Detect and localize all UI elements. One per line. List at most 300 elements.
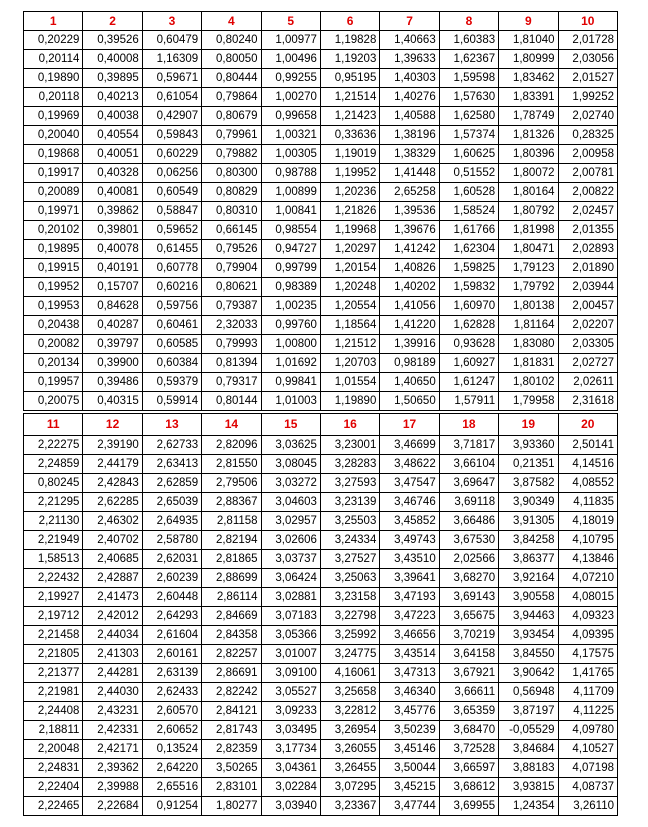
table-cell: 1,41448 [380, 164, 439, 183]
table-cell: 4,07210 [558, 569, 617, 588]
table-cell: 3,93815 [499, 778, 558, 797]
table-cell: 2,79506 [202, 474, 261, 493]
table-cell: 1,21514 [320, 88, 379, 107]
table-cell: 2,21377 [24, 664, 83, 683]
table-cell: 2,24408 [24, 702, 83, 721]
table-cell: 0,19890 [24, 69, 83, 88]
table-cell: 3,23367 [320, 797, 379, 816]
table-cell: 3,90558 [499, 588, 558, 607]
table-cell: 0,60778 [142, 259, 201, 278]
table-cell: 2,44034 [83, 626, 142, 645]
table-cell: 1,57374 [439, 126, 498, 145]
table-cell: 4,11709 [558, 683, 617, 702]
table-cell: 3,67530 [439, 531, 498, 550]
table-row [24, 164, 618, 183]
table-cell: 1,40650 [380, 373, 439, 392]
table-cell: 1,59598 [439, 69, 498, 88]
table-cell: 2,42887 [83, 569, 142, 588]
table-cell: 0,98788 [261, 164, 320, 183]
table-row [24, 50, 618, 69]
table-cell: 1,00899 [261, 183, 320, 202]
table-cell: 2,61604 [142, 626, 201, 645]
table-cell: 2,03305 [558, 335, 617, 354]
table-cell: 2,82359 [202, 740, 261, 759]
table-cell: 2,64220 [142, 759, 201, 778]
table-cell: 3,25992 [320, 626, 379, 645]
table-cell: 3,46340 [380, 683, 439, 702]
table-row [24, 550, 618, 569]
table-cell: 1,81831 [499, 354, 558, 373]
table-cell: 1,19968 [320, 221, 379, 240]
table-row [24, 645, 618, 664]
table-cell: 2,63413 [142, 455, 201, 474]
table-row [24, 183, 618, 202]
table-cell: 1,61766 [439, 221, 498, 240]
table-cell: 0,99255 [261, 69, 320, 88]
table-cell: 0,79317 [202, 373, 261, 392]
column-header: 2 [83, 12, 142, 31]
table-cell: 3,50265 [202, 759, 261, 778]
table-cell: 0,93628 [439, 335, 498, 354]
table-cell: 0,20114 [24, 50, 83, 69]
table-cell: 0,20438 [24, 316, 83, 335]
table-cell: 0,84628 [83, 297, 142, 316]
table-cell: 0,91254 [142, 797, 201, 816]
table-cell: 0,40038 [83, 107, 142, 126]
table-row [24, 221, 618, 240]
table-cell: 1,59832 [439, 278, 498, 297]
table-cell: 1,80164 [499, 183, 558, 202]
column-header: 12 [83, 414, 142, 436]
column-header: 8 [439, 12, 498, 31]
table-cell: 1,41765 [558, 664, 617, 683]
table-cell: 3,39641 [380, 569, 439, 588]
column-header: 4 [202, 12, 261, 31]
table-cell: 2,02727 [558, 354, 617, 373]
table-cell: 3,27527 [320, 550, 379, 569]
table-cell: 0,94727 [261, 240, 320, 259]
table-cell: 3,47223 [380, 607, 439, 626]
table-cell: 0,99841 [261, 373, 320, 392]
table-cell: 4,17575 [558, 645, 617, 664]
column-header: 11 [24, 414, 83, 436]
table-row [24, 316, 618, 335]
table-row [24, 335, 618, 354]
table-cell: 0,60461 [142, 316, 201, 335]
table-row [24, 392, 618, 411]
table-cell: 0,80300 [202, 164, 261, 183]
table-cell: 3,04361 [261, 759, 320, 778]
table-cell: 3,46746 [380, 493, 439, 512]
table-cell: 0,39797 [83, 335, 142, 354]
table-cell: 1,40202 [380, 278, 439, 297]
table-cell: 2,62859 [142, 474, 201, 493]
table-cell: 0,59756 [142, 297, 201, 316]
table-cell: 1,79792 [499, 278, 558, 297]
table-cell: 2,01527 [558, 69, 617, 88]
table-cell: 0,59914 [142, 392, 201, 411]
table-cell: 0,19915 [24, 259, 83, 278]
table-row [24, 702, 618, 721]
table-row [24, 778, 618, 797]
table-cell: 1,61247 [439, 373, 498, 392]
table-cell: 3,72528 [439, 740, 498, 759]
table-cell: 3,66611 [439, 683, 498, 702]
table-cell: 0,79526 [202, 240, 261, 259]
table-cell: 0,20082 [24, 335, 83, 354]
table-cell: 2,60239 [142, 569, 201, 588]
table-cell: 2,84358 [202, 626, 261, 645]
table-cell: 0,19868 [24, 145, 83, 164]
table-row [24, 664, 618, 683]
table-cell: 1,99252 [558, 88, 617, 107]
table-cell: 3,93360 [499, 436, 558, 455]
table-cell: 0,79882 [202, 145, 261, 164]
table-cell: 0,98389 [261, 278, 320, 297]
table-cell: 0,79993 [202, 335, 261, 354]
table-cell: 1,57630 [439, 88, 498, 107]
table-cell: 0,20118 [24, 88, 83, 107]
table-cell: 3,05527 [261, 683, 320, 702]
table-cell: 3,24775 [320, 645, 379, 664]
table-cell: 1,00496 [261, 50, 320, 69]
table-cell: 3,03737 [261, 550, 320, 569]
table-cell: 3,24334 [320, 531, 379, 550]
table-cell: 0,39862 [83, 202, 142, 221]
table-cell: 3,45215 [380, 778, 439, 797]
table-cell: 1,00235 [261, 297, 320, 316]
table-cell: 3,91305 [499, 512, 558, 531]
table-cell: 1,19019 [320, 145, 379, 164]
table-cell: 2,60652 [142, 721, 201, 740]
column-header: 18 [439, 414, 498, 436]
table-cell: 3,27593 [320, 474, 379, 493]
table-cell: 2,19712 [24, 607, 83, 626]
table-cell: 3,03625 [261, 436, 320, 455]
table-cell: 2,81865 [202, 550, 261, 569]
table-cell: 2,21981 [24, 683, 83, 702]
table-cell: 0,99799 [261, 259, 320, 278]
table-cell: 0,06256 [142, 164, 201, 183]
table-cell: 1,83462 [499, 69, 558, 88]
table-1-body [24, 31, 618, 411]
table-cell: 2,00822 [558, 183, 617, 202]
table-cell: 2,64935 [142, 512, 201, 531]
table-cell: 1,20248 [320, 278, 379, 297]
table-cell: 1,38329 [380, 145, 439, 164]
table-cell: 2,88699 [202, 569, 261, 588]
table-row [24, 569, 618, 588]
table-cell: 1,80072 [499, 164, 558, 183]
table-cell: 0,40078 [83, 240, 142, 259]
table-cell: 3,02606 [261, 531, 320, 550]
table-cell: 3,46656 [380, 626, 439, 645]
table-cell: 2,00958 [558, 145, 617, 164]
table-cell: 1,59825 [439, 259, 498, 278]
table-cell: 0,79904 [202, 259, 261, 278]
table-cell: 1,60625 [439, 145, 498, 164]
table-cell: 2,01355 [558, 221, 617, 240]
table-cell: 0,19895 [24, 240, 83, 259]
table-cell: 1,80102 [499, 373, 558, 392]
table-cell: 1,40826 [380, 259, 439, 278]
table-cell: 0,60216 [142, 278, 201, 297]
table-cell: 0,19969 [24, 107, 83, 126]
table-cell: 2,19927 [24, 588, 83, 607]
table-row [24, 626, 618, 645]
table-cell: 0,40213 [83, 88, 142, 107]
table-cell: 4,10795 [558, 531, 617, 550]
table-cell: 2,42843 [83, 474, 142, 493]
table-cell: 2,62733 [142, 436, 201, 455]
table-cell: 3,84684 [499, 740, 558, 759]
data-table-1 [23, 11, 618, 411]
table-cell: 3,03272 [261, 474, 320, 493]
table-cell: 4,09395 [558, 626, 617, 645]
table-cell: 0,39486 [83, 373, 142, 392]
table-cell: 0,60549 [142, 183, 201, 202]
table-cell: 2,81550 [202, 455, 261, 474]
table-row [24, 740, 618, 759]
table-cell: 2,62433 [142, 683, 201, 702]
table-cell: 3,43510 [380, 550, 439, 569]
table-cell: 3,45146 [380, 740, 439, 759]
table-cell: 1,78749 [499, 107, 558, 126]
table-cell: 2,84669 [202, 607, 261, 626]
table-cell: 0,81394 [202, 354, 261, 373]
table-cell: 2,42012 [83, 607, 142, 626]
table-cell: 0,20089 [24, 183, 83, 202]
table-cell: 3,94463 [499, 607, 558, 626]
table-cell: 0,20075 [24, 392, 83, 411]
table-cell: 4,11225 [558, 702, 617, 721]
table-cell: 0,40051 [83, 145, 142, 164]
table-cell: 1,40663 [380, 31, 439, 50]
table-cell: 4,11835 [558, 493, 617, 512]
table-cell: 2,21805 [24, 645, 83, 664]
table-cell: 1,81040 [499, 31, 558, 50]
table-cell: 2,41473 [83, 588, 142, 607]
table-cell: 0,40081 [83, 183, 142, 202]
table-cell: 1,00270 [261, 88, 320, 107]
table-cell: 3,65359 [439, 702, 498, 721]
table-cell: 2,84121 [202, 702, 261, 721]
table-cell: 2,64293 [142, 607, 201, 626]
table-cell: 2,63139 [142, 664, 201, 683]
table-cell: 2,03944 [558, 278, 617, 297]
table-cell: 3,25503 [320, 512, 379, 531]
table-cell: 2,60570 [142, 702, 201, 721]
table-cell: 2,65516 [142, 778, 201, 797]
table-cell: 1,00841 [261, 202, 320, 221]
table-cell: 2,44281 [83, 664, 142, 683]
table-cell: 2,86691 [202, 664, 261, 683]
table-cell: 0,61054 [142, 88, 201, 107]
table-cell: 3,69647 [439, 474, 498, 493]
table-cell: 0,80245 [24, 474, 83, 493]
table-cell: 4,16061 [320, 664, 379, 683]
column-header: 16 [320, 414, 379, 436]
table-cell: 0,19917 [24, 164, 83, 183]
table-cell: 3,25658 [320, 683, 379, 702]
table-cell: 3,67921 [439, 664, 498, 683]
column-header: 20 [558, 414, 617, 436]
table-row [24, 607, 618, 626]
table-cell: 3,26455 [320, 759, 379, 778]
table-cell: 0,95195 [320, 69, 379, 88]
table-row [24, 493, 618, 512]
table-cell: 4,08552 [558, 474, 617, 493]
table-cell: 1,81998 [499, 221, 558, 240]
table-row [24, 683, 618, 702]
table-cell: 1,21512 [320, 335, 379, 354]
table-cell: 1,41056 [380, 297, 439, 316]
table-row [24, 512, 618, 531]
table-cell: 0,98189 [380, 354, 439, 373]
table-cell: 1,16309 [142, 50, 201, 69]
table-cell: 3,07183 [261, 607, 320, 626]
table-cell: 3,88183 [499, 759, 558, 778]
table-cell: 3,45852 [380, 512, 439, 531]
table-cell: 0,61455 [142, 240, 201, 259]
table-cell: 3,26954 [320, 721, 379, 740]
table-cell: 0,40554 [83, 126, 142, 145]
table-cell: 1,21826 [320, 202, 379, 221]
column-header: 9 [499, 12, 558, 31]
table-cell: 0,80679 [202, 107, 261, 126]
table-cell: 2,24859 [24, 455, 83, 474]
table-row [24, 259, 618, 278]
table-cell: 3,47547 [380, 474, 439, 493]
table-cell: 1,39633 [380, 50, 439, 69]
table-cell: 1,39536 [380, 202, 439, 221]
table-cell: 1,80396 [499, 145, 558, 164]
table-cell: 3,87582 [499, 474, 558, 493]
table-cell: 3,90349 [499, 493, 558, 512]
table-cell: 1,00305 [261, 145, 320, 164]
column-header: 10 [558, 12, 617, 31]
table-cell: 3,84550 [499, 645, 558, 664]
table-cell: 1,81164 [499, 316, 558, 335]
table-cell: 1,80277 [202, 797, 261, 816]
table-cell: 1,01692 [261, 354, 320, 373]
table-cell: 2,65039 [142, 493, 201, 512]
table-cell: 2,60161 [142, 645, 201, 664]
table-row [24, 721, 618, 740]
table-cell: 1,83391 [499, 88, 558, 107]
table-cell: 3,23001 [320, 436, 379, 455]
table-cell: 3,47744 [380, 797, 439, 816]
table-cell: 2,82257 [202, 645, 261, 664]
table-cell: 1,19890 [320, 392, 379, 411]
table-cell: 3,90642 [499, 664, 558, 683]
table-cell: 4,18019 [558, 512, 617, 531]
table-cell: 1,40303 [380, 69, 439, 88]
table-cell: 0,33636 [320, 126, 379, 145]
table-cell: 0,39801 [83, 221, 142, 240]
table-cell: 1,39916 [380, 335, 439, 354]
table-cell: 0,40328 [83, 164, 142, 183]
table-cell: 4,09323 [558, 607, 617, 626]
table-cell: 2,39362 [83, 759, 142, 778]
table-cell: 2,40702 [83, 531, 142, 550]
table-cell: 1,40276 [380, 88, 439, 107]
table-cell: 1,01003 [261, 392, 320, 411]
table-cell: 3,17734 [261, 740, 320, 759]
table-cell: 2,46302 [83, 512, 142, 531]
table-cell: 2,02207 [558, 316, 617, 335]
table-cell: 3,69118 [439, 493, 498, 512]
table-cell: 3,04603 [261, 493, 320, 512]
table-cell: 4,07198 [558, 759, 617, 778]
table-cell: 3,47193 [380, 588, 439, 607]
header-row [24, 414, 618, 436]
table-cell: 2,02893 [558, 240, 617, 259]
table-cell: 1,80471 [499, 240, 558, 259]
table-cell: 0,80050 [202, 50, 261, 69]
table-cell: 2,58780 [142, 531, 201, 550]
table-cell: 2,41303 [83, 645, 142, 664]
table-cell: 2,42171 [83, 740, 142, 759]
table-cell: 1,18564 [320, 316, 379, 335]
table-cell: 3,66104 [439, 455, 498, 474]
table-cell: 4,10527 [558, 740, 617, 759]
table-cell: 0,51552 [439, 164, 498, 183]
table-cell: 0,56948 [499, 683, 558, 702]
table-cell: 0,40315 [83, 392, 142, 411]
table-cell: 1,20154 [320, 259, 379, 278]
table-cell: 2,20048 [24, 740, 83, 759]
table-cell: 0,79864 [202, 88, 261, 107]
table-cell: 1,24354 [499, 797, 558, 816]
table-cell: 3,69143 [439, 588, 498, 607]
table-cell: 1,41242 [380, 240, 439, 259]
table-cell: 0,19953 [24, 297, 83, 316]
table-cell: 1,38196 [380, 126, 439, 145]
header-row [24, 12, 618, 31]
table-row [24, 145, 618, 164]
table-cell: 2,22275 [24, 436, 83, 455]
table-cell: 1,19828 [320, 31, 379, 50]
table-cell: 3,43514 [380, 645, 439, 664]
table-cell: 3,06424 [261, 569, 320, 588]
table-cell: 0,20134 [24, 354, 83, 373]
table-row [24, 588, 618, 607]
table-cell: 2,43231 [83, 702, 142, 721]
table-cell: 2,50141 [558, 436, 617, 455]
table-cell: 0,60384 [142, 354, 201, 373]
table-cell: 1,62580 [439, 107, 498, 126]
table-cell: 2,02457 [558, 202, 617, 221]
table-cell: 0,58847 [142, 202, 201, 221]
table-cell: 3,45776 [380, 702, 439, 721]
table-cell: 3,64158 [439, 645, 498, 664]
table-row [24, 88, 618, 107]
table-cell: 3,69955 [439, 797, 498, 816]
table-cell: 1,20297 [320, 240, 379, 259]
table-cell: 0,99760 [261, 316, 320, 335]
table-cell: 2,02566 [439, 550, 498, 569]
column-header: 17 [380, 414, 439, 436]
table-cell: 2,22684 [83, 797, 142, 816]
table-cell: 1,39676 [380, 221, 439, 240]
table-cell: 2,83101 [202, 778, 261, 797]
table-cell: 2,82194 [202, 531, 261, 550]
table-cell: 0,40191 [83, 259, 142, 278]
table-cell: 0,20229 [24, 31, 83, 50]
table-row [24, 69, 618, 88]
table-cell: 0,80444 [202, 69, 261, 88]
